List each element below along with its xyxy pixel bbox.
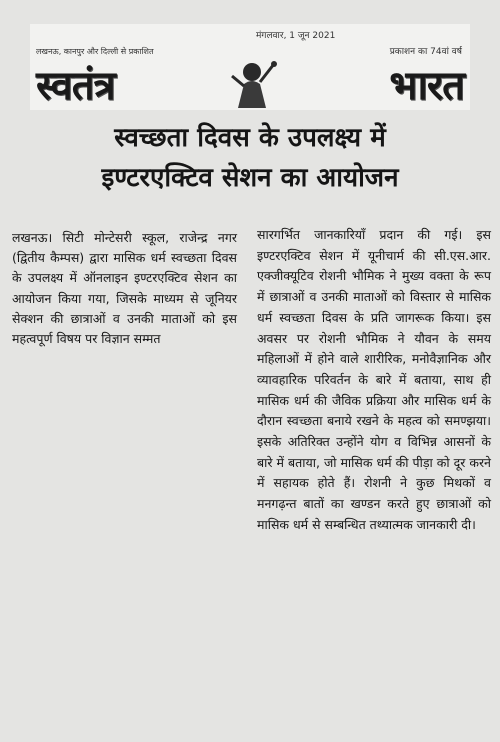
publication-tagline: लखनऊ, कानपुर और दिल्ली से प्रकाशित [36, 47, 154, 56]
article-column-right [257, 225, 491, 536]
newspaper-logo [36, 58, 464, 108]
freedom-emblem-icon [224, 58, 280, 108]
dateline: मंगलवार, 1 जून 2021 [256, 31, 336, 41]
headline-line-1: स्वच्छता दिवस के उपलक्ष्य में [114, 123, 386, 153]
edition-year: प्रकाशन का 74वां वर्ष [389, 47, 462, 57]
newspaper-masthead [30, 24, 470, 110]
article-headline [10, 118, 490, 198]
headline-line-2: इण्टरएक्टिव सेशन का आयोजन [101, 163, 399, 193]
article-column-left [12, 228, 237, 349]
article-text-left: लखनऊ। सिटी मोन्टेसरी स्कूल, राजेन्द्र नगर (द्वितीय कैम्पस) द्वारा मासिक धर्म स्वच्छता दिवस के उपलक्ष्य में ऑनलाइन इण्टरएक्टिव सेशन का आयोजन किया गया, जिसके माध्यम से जूनियर सेक्शन की छात्राओं व उनकी माताओं को इस महत्वपूर्ण विषय पर विज्ञान सम्मत [12, 230, 237, 347]
logo-word-left: स्वतंत्र [36, 62, 115, 109]
article-text-right: सारगर्भित जानकारियाँ प्रदान की गई। इस इण्टरएक्टिव सेशन में यूनीचार्म की सी.एस.आर. एक्जीक्यूटिव रोशनी भौमिक ने मुख्य वक्ता के रूप में छात्राओं व उनकी माताओं को विस्तार से मासिक धर्म स्वच्छता दिवस के प्रति जागरूक किया। इस अवसर पर रोशनी भौमिक ने यौवन के समय महिलाओं में होने वाले शारीरिक, मनोवैज्ञानिक और व्यावहारिक परिवर्तन के बारे में बताया, साथ ही मासिक धर्म की जैविक प्रक्रिया और मासिक धर्म के दौरान स्वच्छता बनाये रखने के महत्व को समण्झया। इसके अतिरिक्त उन्होंने योग व विभिन्न आसनों के बारे में बताया, जो मासिक धर्म की पीड़ा को दूर करने में सहायक होते हैं। रोशनी ने कुछ मिथकों व मनगढ़न्त बातों का खण्डन करते हुए छात्राओं को मासिक धर्म से सम्बन्धित तथ्यात्मक जानकारी दी। [257, 227, 491, 532]
logo-word-right: भारत [389, 62, 464, 109]
